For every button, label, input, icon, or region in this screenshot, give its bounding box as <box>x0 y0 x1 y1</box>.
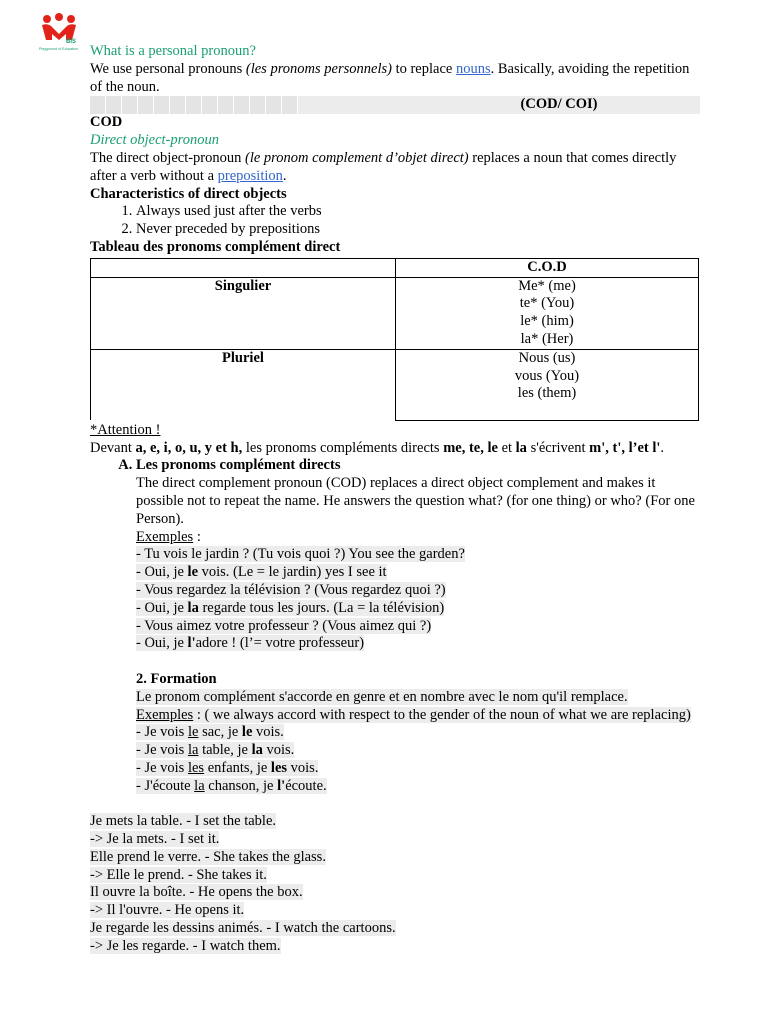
section-a-body: The direct complement pronoun (COD) replaces a direct object complement and makes it possible not to repeat the name. He answers the question what? (for one thing) or who? (For one Person). Exemples : - Tu vois le jardin ? (Tu vois quoi ?) You see the garden? - Oui, je le vois. (Le = le jardin) yes I see it - Vous regardez la télévision ? (Vous regardez quoi ?) - Oui, je la regarde tous les jours. (La = la télévision) - Vous aimez votre professeur ? (Vous aimez qui ?) - Oui, je l'adore ! (l’= votre professeur) 2. Formation Le pronom complément s'accorde en genre et en nombre avec le nom qu'il remplace. Exemples : ( we always accord with respect to the gender of the noun of what we are replacing) - Je vois le sac, je le vois. - Je vois la table, je la vois. - Je vois les enfants, je les vois. - J'écoute la chanson, je l'écoute. <box>90 475 700 795</box>
example-line: - Oui, je la regarde tous les jours. (La = la télévision) <box>136 599 445 616</box>
example-line: - Vous aimez votre professeur ? (Vous aimez qui ?) <box>136 617 432 634</box>
formation-line: - Je vois le sac, je le vois. <box>136 724 284 741</box>
table-cell-values: Nous (us) vous (You) les (them) <box>396 349 699 420</box>
final-example-line: Je mets la table. - I set the table. <box>90 813 277 830</box>
characteristics-heading: Characteristics of direct objects <box>90 185 287 202</box>
table-row <box>91 277 699 349</box>
pronoun-table <box>90 258 699 421</box>
row-label-pluriel: Pluriel <box>91 349 396 420</box>
formation-heading: 2. Formation <box>136 670 217 687</box>
logo-tagline: Playground of Education <box>39 47 79 51</box>
final-example-line: Elle prend le verre. - She takes the glass. <box>90 848 326 865</box>
final-example-line: -> Elle le prend. - She takes it. <box>90 866 267 883</box>
formation-line: - Je vois la table, je la vois. <box>136 742 295 759</box>
cod-subtitle: Direct object-pronoun <box>90 132 219 149</box>
formation-line: - J'écoute la chanson, je l'écoute. <box>136 777 327 794</box>
section-a-heading: A. Les pronoms complément directs <box>136 457 700 475</box>
formation-line: - Je vois les enfants, je les vois. <box>136 759 319 776</box>
table-col-header: C.O.D <box>396 258 699 277</box>
final-example-line: -> Je la mets. - I set it. <box>90 831 220 848</box>
preposition-link[interactable]: preposition <box>217 167 283 184</box>
document-body <box>90 43 700 956</box>
example-line: - Tu vois le jardin ? (Tu vois quoi ?) You see the garden? <box>136 546 465 563</box>
page-title: What is a personal pronoun? <box>90 43 256 59</box>
nouns-link[interactable]: nouns <box>455 60 491 77</box>
section-a-list <box>90 457 700 475</box>
final-example-line: Il ouvre la boîte. - He opens the box. <box>90 884 303 901</box>
attention-text: Devant a, e, i, o, u, y et h, les pronoms compléments directs me, te, le et la s'écrivent m', t', l’et l'. <box>90 439 665 456</box>
row-label-singulier: Singulier <box>91 277 396 349</box>
section-bar <box>90 96 700 114</box>
final-example-line: -> Je les regarde. - I watch them. <box>90 937 281 954</box>
cod-description: The direct object-pronoun (le pronom complement d’objet direct) replaces a noun that comes directly after a verb without a preposition. <box>90 149 677 184</box>
table-heading: Tableau des pronoms complément direct <box>90 238 341 255</box>
school-logo <box>38 12 80 52</box>
examples-label: Exemples <box>136 706 194 723</box>
final-example-line: Je regarde les dessins animés. - I watch the cartoons. <box>90 920 396 937</box>
example-line: - Oui, je l'adore ! (l’= votre professeur) <box>136 635 365 652</box>
table-row <box>91 349 699 420</box>
intro-paragraph: We use personal pronouns (les pronoms personnels) to replace nouns. Basically, avoiding the repetition of the noun. <box>90 60 690 95</box>
final-example-line: -> Il l'ouvre. - He opens it. <box>90 902 245 919</box>
example-line: - Vous regardez la télévision ? (Vous regardez quoi ?) <box>136 581 446 598</box>
list-item: 2. Never preceded by prepositions <box>136 221 700 239</box>
final-examples <box>90 813 700 955</box>
example-line: - Oui, je le vois. (Le = le jardin) yes I see it <box>136 564 387 581</box>
list-item: 1. Always used just after the verbs <box>136 203 700 221</box>
section-a-paragraph: The direct complement pronoun (COD) replaces a direct object complement and makes it possible not to repeat the name. He answers the question what? (for one thing) or who? (For one Person). <box>136 475 695 527</box>
characteristics-list <box>90 203 700 239</box>
table-row <box>91 258 699 277</box>
attention-title: *Attention ! <box>90 421 161 438</box>
table-cell-values: Me* (me) te* (You) le* (him) la* (Her) <box>396 277 699 349</box>
cod-heading: COD <box>90 114 123 131</box>
section-bar-title: (COD/ COI) <box>520 96 598 113</box>
examples-label: Exemples <box>136 528 194 545</box>
logo-caption: BIS <box>66 39 77 45</box>
formation-paragraph: Le pronom complément s'accorde en genre et en nombre avec le nom qu'il remplace. <box>136 688 628 705</box>
